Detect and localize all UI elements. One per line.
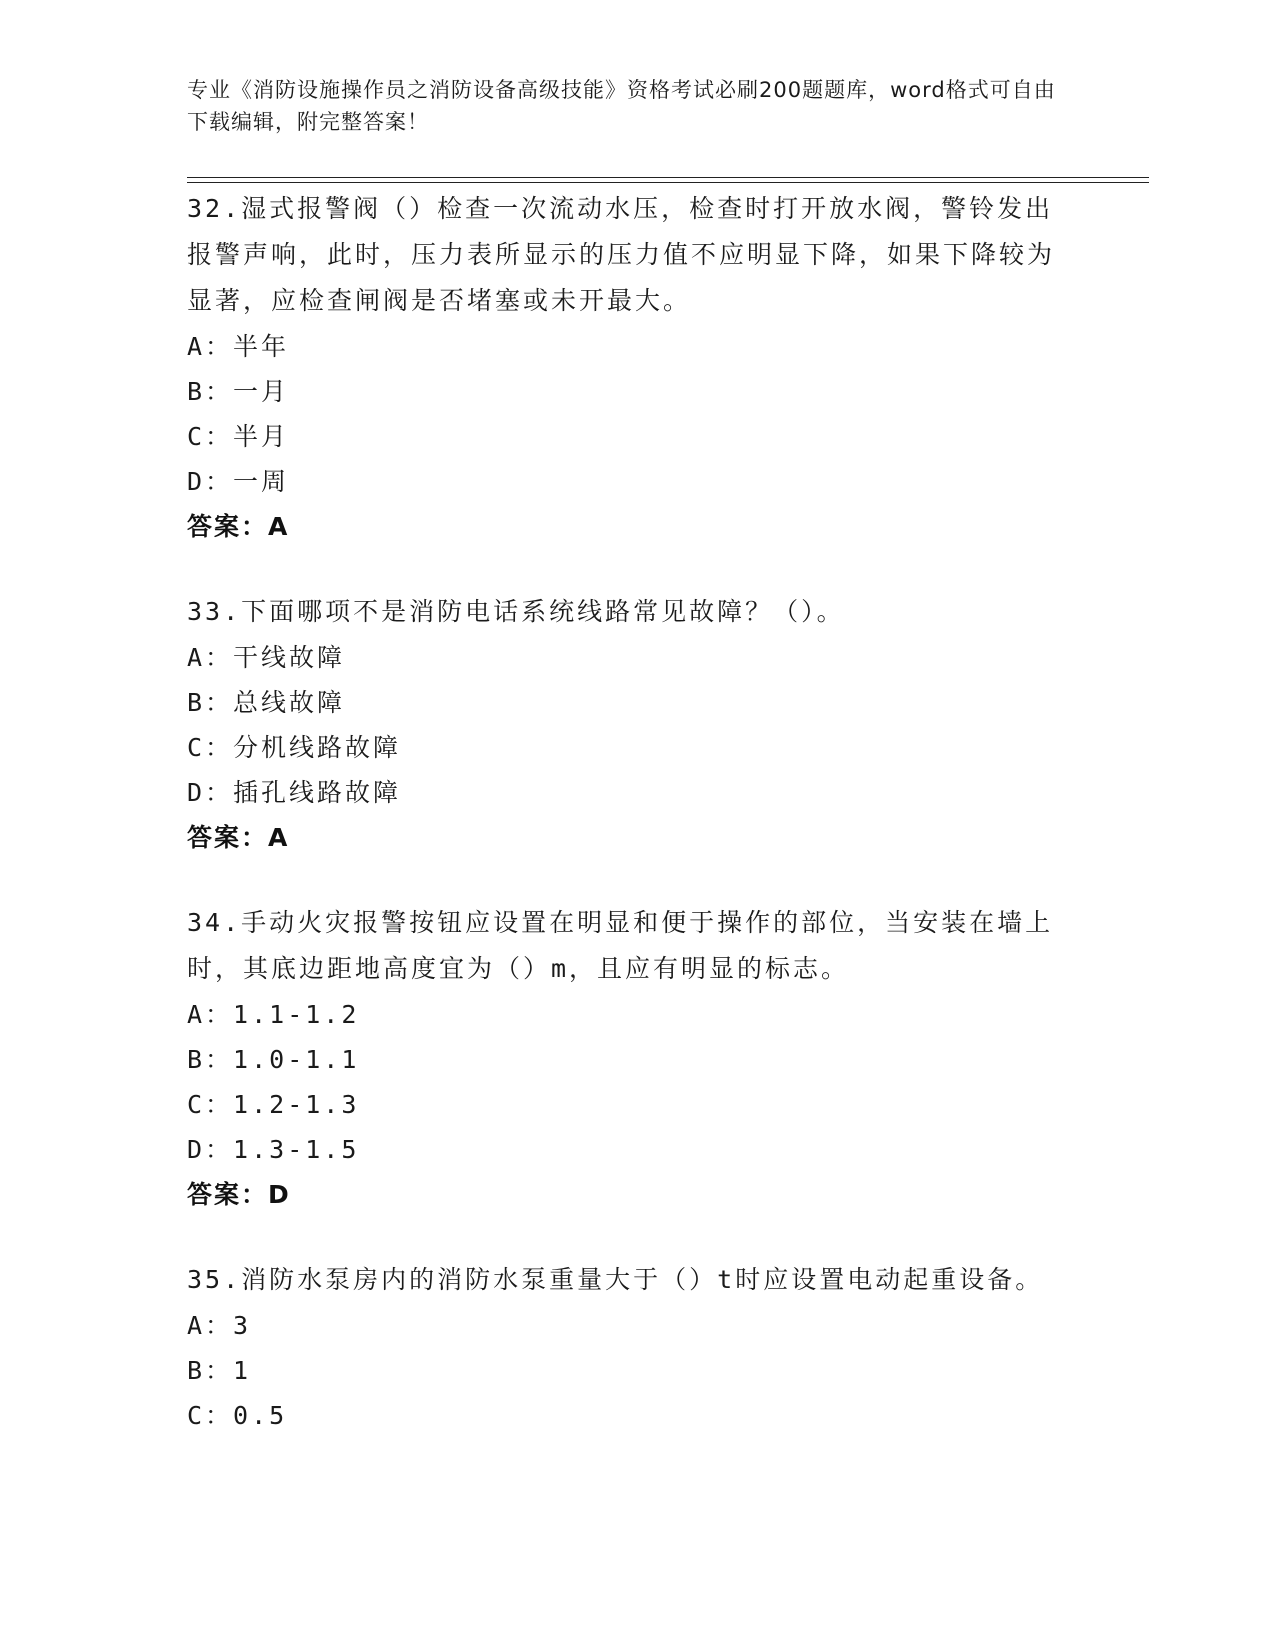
- option-c: C：半月: [187, 422, 290, 451]
- option-b: B：1.0-1.1: [187, 1045, 360, 1074]
- question-list: [187, 186, 1077, 1438]
- option-c: C：分机线路故障: [187, 733, 402, 762]
- header-divider-top: [187, 177, 1149, 178]
- option-a: A：半年: [187, 332, 290, 361]
- question-33: [187, 589, 1077, 860]
- option-a: A：干线故障: [187, 643, 346, 672]
- option-d: D：一周: [187, 467, 290, 496]
- question-text: 34.手动火灾报警按钮应设置在明显和便于操作的部位，当安装在墙上时，其底边距地高度宜为（）m，且应有明显的标志。: [187, 908, 1054, 983]
- option-a: A：1.1-1.2: [187, 1000, 360, 1029]
- option-b: B：1: [187, 1356, 252, 1385]
- question-text: 33.下面哪项不是消防电话系统线路常见故障？（）。: [187, 597, 845, 626]
- option-c: C：1.2-1.3: [187, 1090, 360, 1119]
- answer: 答案：A: [187, 823, 290, 852]
- option-c: C：0.5: [187, 1401, 288, 1430]
- document-header: 专业《消防设施操作员之消防设备高级技能》资格考试必刷200题题库，word格式可自由下载编辑，附完整答案！: [187, 78, 1056, 134]
- question-text: 32.湿式报警阀（）检查一次流动水压，检查时打开放水阀，警铃发出报警声响，此时，压力表所显示的压力值不应明显下降，如果下降较为显著，应检查闸阀是否堵塞或未开最大。: [187, 194, 1056, 315]
- option-b: B：一月: [187, 377, 290, 406]
- question-35: [187, 1257, 1077, 1438]
- question-text: 35.消防水泵房内的消防水泵重量大于（）t时应设置电动起重设备。: [187, 1265, 1044, 1294]
- question-32: [187, 186, 1077, 549]
- option-a: A：3: [187, 1311, 252, 1340]
- answer: 答案：D: [187, 1180, 291, 1209]
- option-d: D：插孔线路故障: [187, 778, 402, 807]
- option-b: B：总线故障: [187, 688, 346, 717]
- header-divider-bottom: [187, 182, 1149, 183]
- question-34: [187, 900, 1077, 1217]
- answer: 答案：A: [187, 512, 290, 541]
- option-d: D：1.3-1.5: [187, 1135, 360, 1164]
